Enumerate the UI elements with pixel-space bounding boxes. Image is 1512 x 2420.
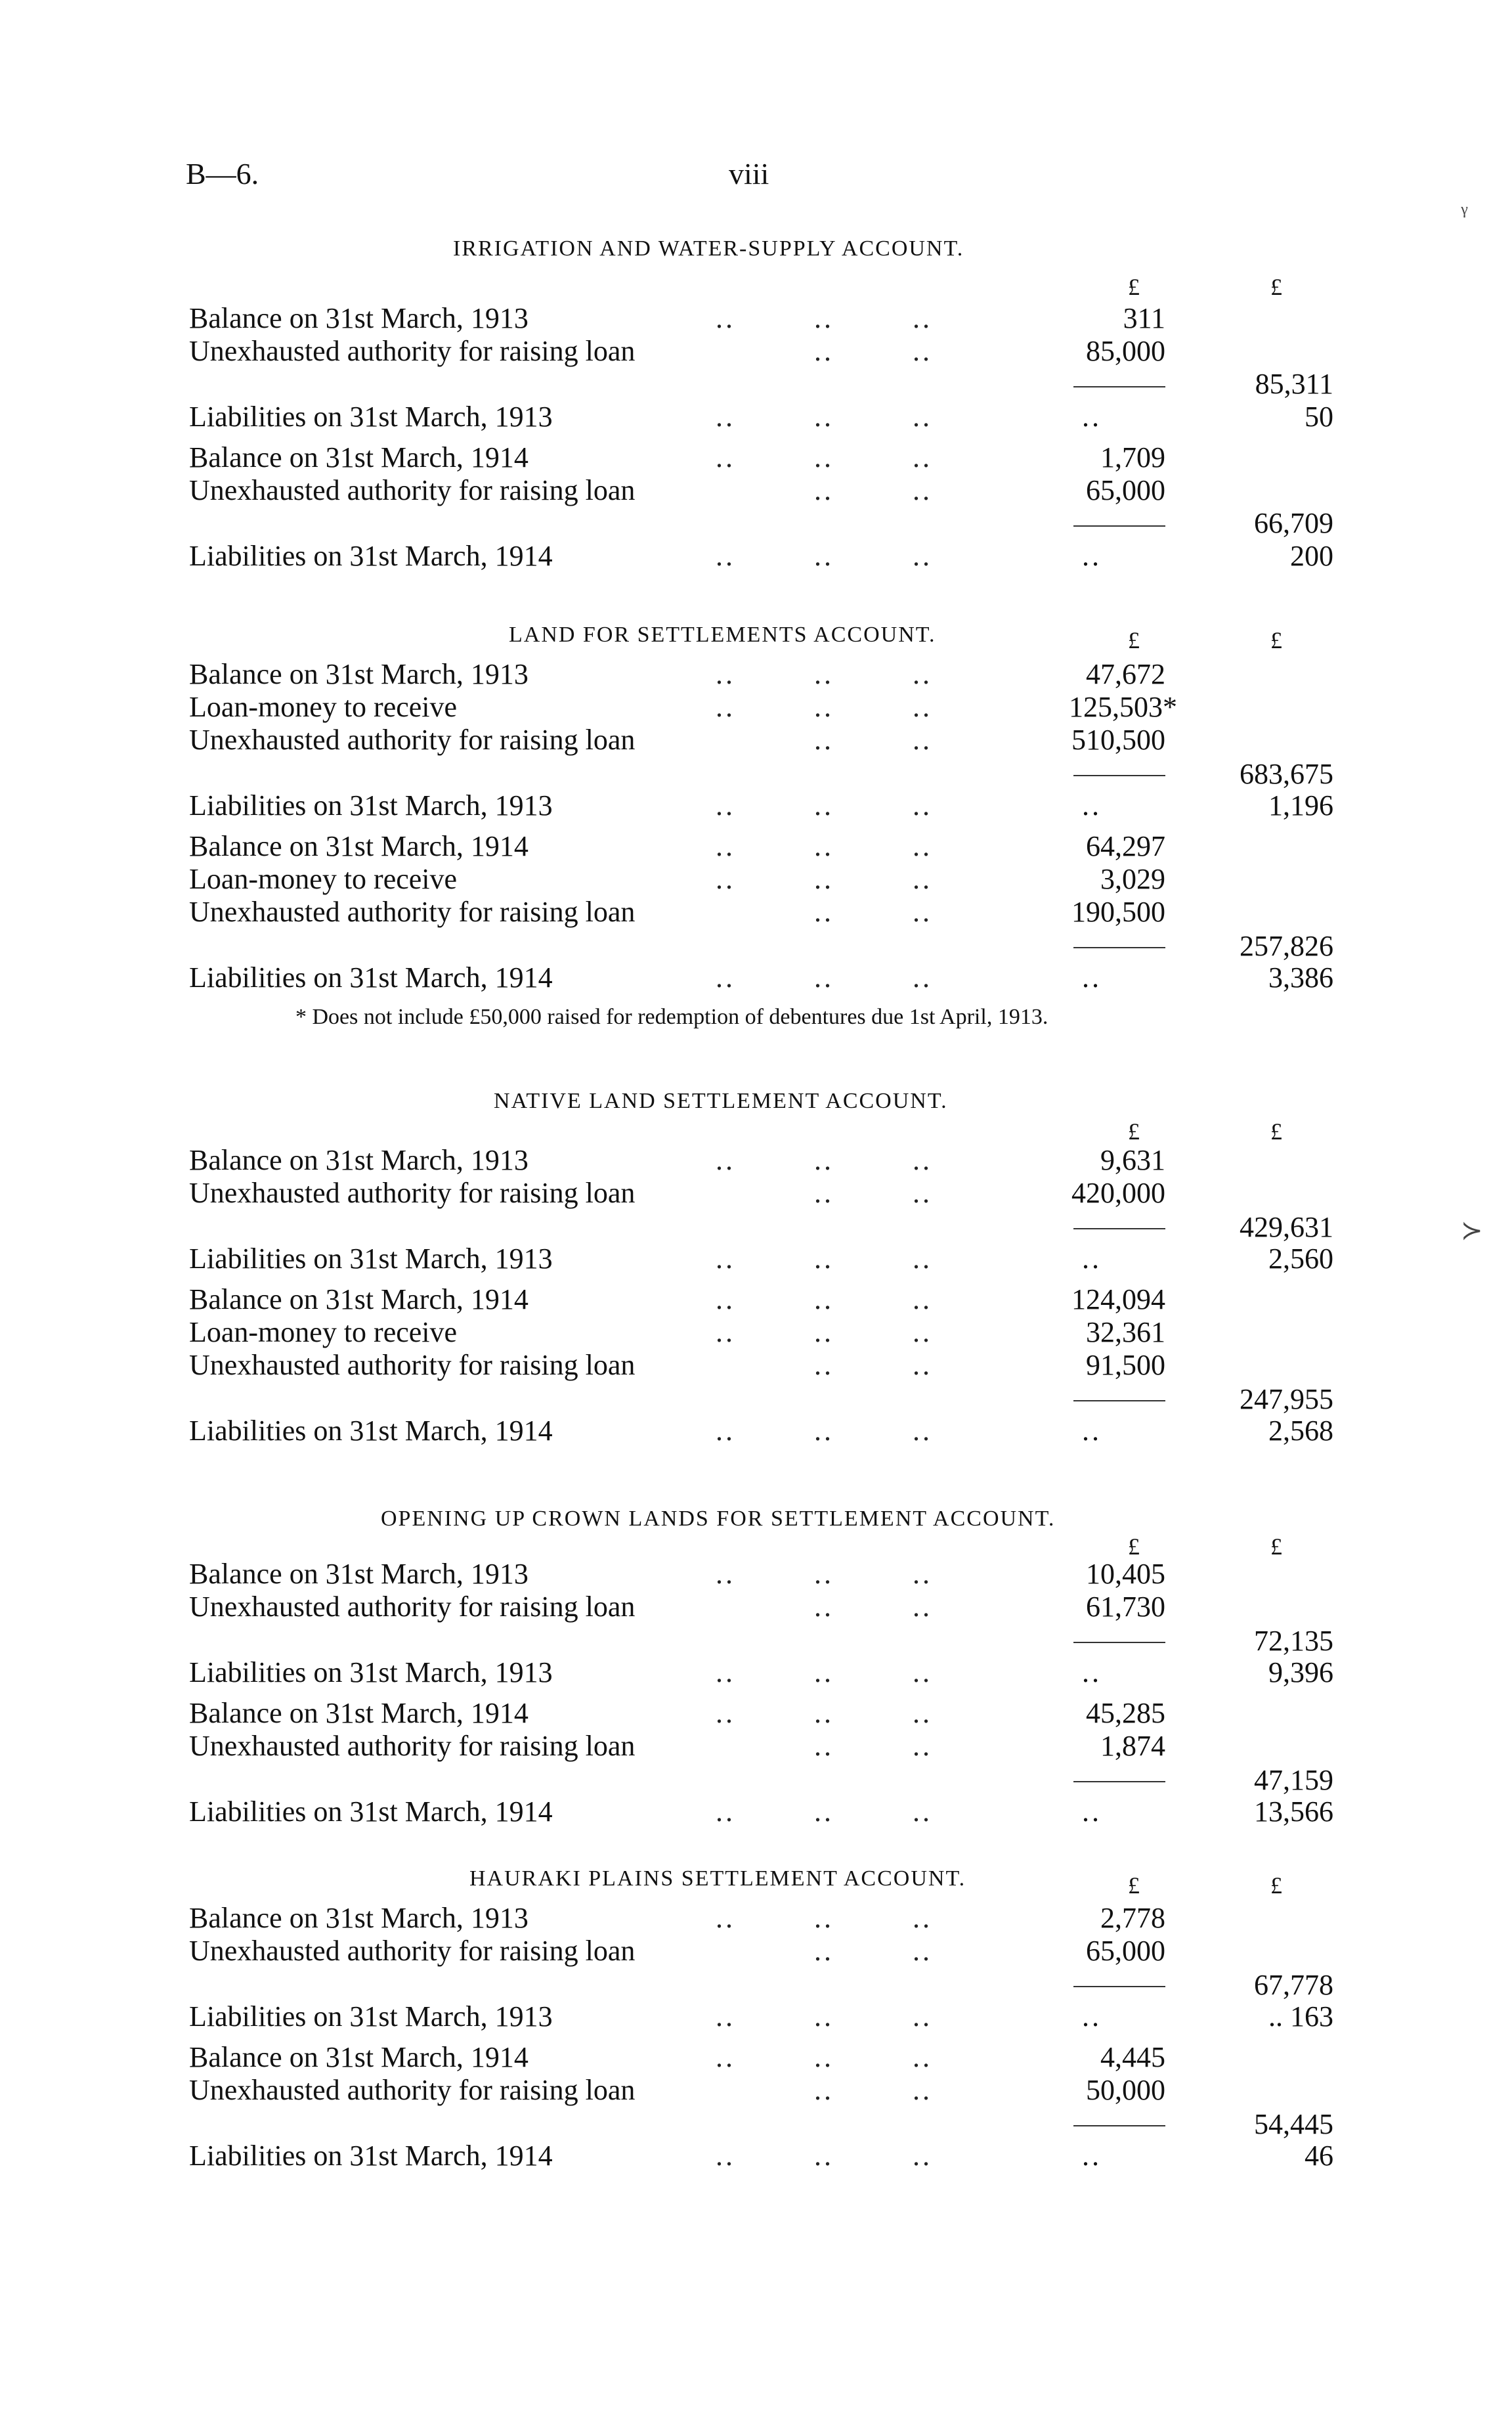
row-label: Balance on 31st March, 1914 [189, 1283, 529, 1315]
page-number: viii [729, 157, 769, 190]
row-label: Liabilities on 31st March, 1913 [189, 2000, 553, 2033]
value-col1: 4,445 [1100, 2041, 1165, 2073]
value-col1: 190,500 [1071, 896, 1165, 928]
ledger-row [0, 302, 1512, 335]
leader-dots: .. .. [814, 474, 932, 506]
value-col1: 10,405 [1086, 1558, 1165, 1590]
value-col2: 13,566 [1254, 1795, 1333, 1828]
leader-dots: .. .. [814, 1591, 932, 1623]
paper-reference: B—6. [186, 157, 259, 190]
leader-dots: .. .. [814, 1730, 932, 1762]
value-col1: 64,297 [1086, 830, 1165, 862]
row-label: Balance on 31st March, 1913 [189, 302, 529, 334]
leader-dots: .. .. .. [716, 1558, 932, 1590]
leader-dots: .. .. .. [716, 1656, 932, 1688]
ledger-row [0, 863, 1512, 896]
value-col2: 50 [1305, 401, 1333, 433]
row-label: Liabilities on 31st March, 1913 [189, 401, 553, 433]
footnote: * Does not include £50,000 raised for redemption of debentures due 1st April, 1913. [295, 1005, 1048, 1029]
value-col2: 200 [1290, 540, 1333, 572]
leader-dots: .. .. .. [716, 1283, 932, 1315]
leader-dots: .. .. .. [716, 961, 932, 994]
value-col2: 3,386 [1268, 961, 1333, 994]
leader-dots: .. .. .. [716, 441, 932, 473]
value-col2: 72,135 [1254, 1625, 1333, 1657]
row-label: Loan-money to receive [189, 691, 458, 723]
leader-dots: .. .. .. [716, 1795, 932, 1828]
leader-dots: .. .. .. [716, 401, 932, 433]
value-col1: 50,000 [1086, 2074, 1165, 2106]
ledger-row [0, 691, 1512, 724]
row-label: Balance on 31st March, 1913 [189, 1558, 529, 1590]
value-col2: 67,778 [1254, 1969, 1333, 2001]
value-col2: 47,159 [1254, 1764, 1333, 1796]
ledger-row [0, 401, 1512, 433]
section-title: LAND FOR SETTLEMENTS ACCOUNT. [509, 623, 936, 647]
row-label: Balance on 31st March, 1913 [189, 658, 529, 690]
leader-dots: .. .. .. [716, 540, 932, 572]
ledger-row [0, 540, 1512, 573]
row-label: Unexhausted authority for raising loan [189, 724, 636, 756]
ledger-row [0, 1144, 1512, 1177]
value-col2: 9,396 [1268, 1656, 1333, 1688]
leader-dots: .. .. [814, 1349, 932, 1381]
row-label: Unexhausted authority for raising loan [189, 1349, 636, 1381]
ledger-row [0, 1625, 1512, 1658]
margin-mark-icon: ≻ [1461, 1216, 1483, 1245]
value-col2: 46 [1305, 2140, 1333, 2172]
value-col1: .. [1082, 2140, 1102, 2172]
value-col2: 683,675 [1240, 758, 1333, 790]
ledger-row [0, 1211, 1512, 1244]
currency-symbol: £ [1270, 1118, 1282, 1145]
ledger-row [0, 830, 1512, 863]
value-col1: .. [1082, 1795, 1102, 1828]
value-col1: 3,029 [1100, 863, 1165, 895]
row-label: Unexhausted authority for raising loan [189, 1730, 636, 1762]
row-label: Liabilities on 31st March, 1913 [189, 1243, 553, 1275]
row-label: Unexhausted authority for raising loan [189, 1935, 636, 1967]
value-col1: .. [1082, 401, 1102, 433]
leader-dots: .. .. .. [716, 1697, 932, 1729]
leader-dots: .. .. .. [716, 1243, 932, 1275]
leader-dots: .. .. [814, 1935, 932, 1967]
currency-symbol: £ [1270, 1533, 1282, 1560]
currency-symbol: £ [1128, 274, 1140, 300]
value-col1: .. [1082, 1415, 1102, 1447]
ledger-row [0, 896, 1512, 929]
value-col2: 429,631 [1240, 1211, 1333, 1243]
value-col2: 85,311 [1255, 368, 1333, 400]
value-col1: 1,709 [1100, 441, 1165, 473]
row-label: Liabilities on 31st March, 1914 [189, 540, 553, 572]
ledger-row [0, 1902, 1512, 1935]
row-label: Unexhausted authority for raising loan [189, 896, 636, 928]
ledger-row [0, 1415, 1512, 1447]
ledger-row [0, 2140, 1512, 2172]
leader-dots: .. .. .. [716, 302, 932, 334]
row-label: Liabilities on 31st March, 1913 [189, 1656, 553, 1688]
ledger-row [0, 1177, 1512, 1210]
value-col1: 9,631 [1100, 1144, 1165, 1176]
ledger-row [0, 1795, 1512, 1828]
row-label: Loan-money to receive [189, 1316, 458, 1348]
ledger-row [0, 1243, 1512, 1275]
ledger-row [0, 2041, 1512, 2074]
currency-symbol: £ [1270, 627, 1282, 653]
value-col1: .. [1082, 1656, 1102, 1688]
row-label: Liabilities on 31st March, 1914 [189, 1795, 553, 1828]
ledger-row [0, 1316, 1512, 1349]
row-label: Unexhausted authority for raising loan [189, 1591, 636, 1623]
leader-dots: .. .. [814, 896, 932, 928]
value-col1: 125,503* [1069, 691, 1177, 723]
margin-mark-icon: ᵞ [1461, 198, 1468, 227]
value-col1: .. [1082, 2000, 1102, 2033]
currency-symbol: £ [1128, 1533, 1140, 1560]
ledger-row [0, 474, 1512, 507]
value-col1: 65,000 [1086, 474, 1165, 506]
value-col1: 311 [1123, 302, 1165, 334]
row-label: Balance on 31st March, 1913 [189, 1902, 529, 1934]
value-col2: .. 163 [1268, 2000, 1333, 2033]
value-col1: .. [1082, 789, 1102, 822]
leader-dots: .. .. [814, 2074, 932, 2106]
section-title: OPENING UP CROWN LANDS FOR SETTLEMENT ACCOUNT. [381, 1507, 1056, 1531]
leader-dots: .. .. .. [716, 2140, 932, 2172]
ledger-row [0, 1730, 1512, 1763]
ledger-row [0, 658, 1512, 691]
row-label: Balance on 31st March, 1914 [189, 1697, 529, 1729]
value-col1: 47,672 [1086, 658, 1165, 690]
value-col1: 65,000 [1086, 1935, 1165, 1967]
value-col2: 66,709 [1254, 507, 1333, 539]
row-label: Unexhausted authority for raising loan [189, 2074, 636, 2106]
ledger-row [0, 1349, 1512, 1382]
leader-dots: .. .. .. [716, 789, 932, 822]
section-title: IRRIGATION AND WATER-SUPPLY ACCOUNT. [453, 236, 964, 261]
value-col2: 2,560 [1268, 1243, 1333, 1275]
value-col1: 61,730 [1086, 1591, 1165, 1623]
value-col1: 45,285 [1086, 1697, 1165, 1729]
ledger-row [0, 1558, 1512, 1591]
row-label: Balance on 31st March, 1914 [189, 441, 529, 473]
currency-symbol: £ [1128, 627, 1140, 653]
value-col1: .. [1082, 1243, 1102, 1275]
ledger-row [0, 961, 1512, 994]
value-col1: 510,500 [1071, 724, 1165, 756]
leader-dots: .. .. .. [716, 1415, 932, 1447]
ledger-row [0, 1697, 1512, 1730]
value-col1: 91,500 [1086, 1349, 1165, 1381]
value-col2: 2,568 [1268, 1415, 1333, 1447]
value-col1: 1,874 [1100, 1730, 1165, 1762]
value-col1: 420,000 [1071, 1177, 1165, 1209]
row-label: Balance on 31st March, 1914 [189, 830, 529, 862]
row-label: Liabilities on 31st March, 1914 [189, 1415, 553, 1447]
ledger-row [0, 1935, 1512, 1968]
leader-dots: .. .. .. [716, 1144, 932, 1176]
currency-symbol: £ [1270, 1872, 1282, 1899]
row-label: Liabilities on 31st March, 1914 [189, 2140, 553, 2172]
leader-dots: .. .. [814, 724, 932, 756]
ledger-row [0, 1591, 1512, 1623]
ledger-row [0, 724, 1512, 757]
value-col1: 2,778 [1100, 1902, 1165, 1934]
ledger-row [0, 1764, 1512, 1797]
ledger-row [0, 2108, 1512, 2141]
leader-dots: .. .. .. [716, 1902, 932, 1934]
row-label: Liabilities on 31st March, 1913 [189, 789, 553, 822]
currency-symbol: £ [1128, 1872, 1140, 1899]
row-label: Unexhausted authority for raising loan [189, 474, 636, 506]
value-col2: 257,826 [1240, 930, 1333, 962]
row-label: Loan-money to receive [189, 863, 458, 895]
row-label: Balance on 31st March, 1914 [189, 2041, 529, 2073]
row-label: Liabilities on 31st March, 1914 [189, 961, 553, 994]
ledger-row [0, 1383, 1512, 1416]
ledger-row [0, 789, 1512, 822]
leader-dots: .. .. .. [716, 863, 932, 895]
leader-dots: .. .. .. [716, 1316, 932, 1348]
currency-symbol: £ [1270, 274, 1282, 300]
ledger-row [0, 2074, 1512, 2107]
value-col2: 1,196 [1268, 789, 1333, 822]
currency-symbol: £ [1128, 1118, 1140, 1145]
leader-dots: .. .. .. [716, 2041, 932, 2073]
leader-dots: .. .. [814, 335, 932, 367]
ledger-row [0, 1969, 1512, 2002]
ledger-row [0, 441, 1512, 474]
ledger-row [0, 2000, 1512, 2033]
ledger-row [0, 930, 1512, 963]
leader-dots: .. .. .. [716, 691, 932, 723]
value-col1: 124,094 [1071, 1283, 1165, 1315]
row-label: Unexhausted authority for raising loan [189, 1177, 636, 1209]
value-col1: 85,000 [1086, 335, 1165, 367]
section-title: NATIVE LAND SETTLEMENT ACCOUNT. [494, 1089, 948, 1113]
ledger-row [0, 1283, 1512, 1316]
ledger-row [0, 1656, 1512, 1689]
row-label: Balance on 31st March, 1913 [189, 1144, 529, 1176]
value-col1: .. [1082, 961, 1102, 994]
ledger-row [0, 368, 1512, 401]
value-col2: 247,955 [1240, 1383, 1333, 1415]
value-col1: .. [1082, 540, 1102, 572]
section-title: HAURAKI PLAINS SETTLEMENT ACCOUNT. [469, 1866, 966, 1891]
row-label: Unexhausted authority for raising loan [189, 335, 636, 367]
ledger-row [0, 335, 1512, 368]
leader-dots: .. .. .. [716, 658, 932, 690]
ledger-row [0, 758, 1512, 791]
ledger-row [0, 507, 1512, 540]
leader-dots: .. .. .. [716, 2000, 932, 2033]
leader-dots: .. .. .. [716, 830, 932, 862]
value-col1: 32,361 [1086, 1316, 1165, 1348]
value-col2: 54,445 [1254, 2108, 1333, 2140]
leader-dots: .. .. [814, 1177, 932, 1209]
